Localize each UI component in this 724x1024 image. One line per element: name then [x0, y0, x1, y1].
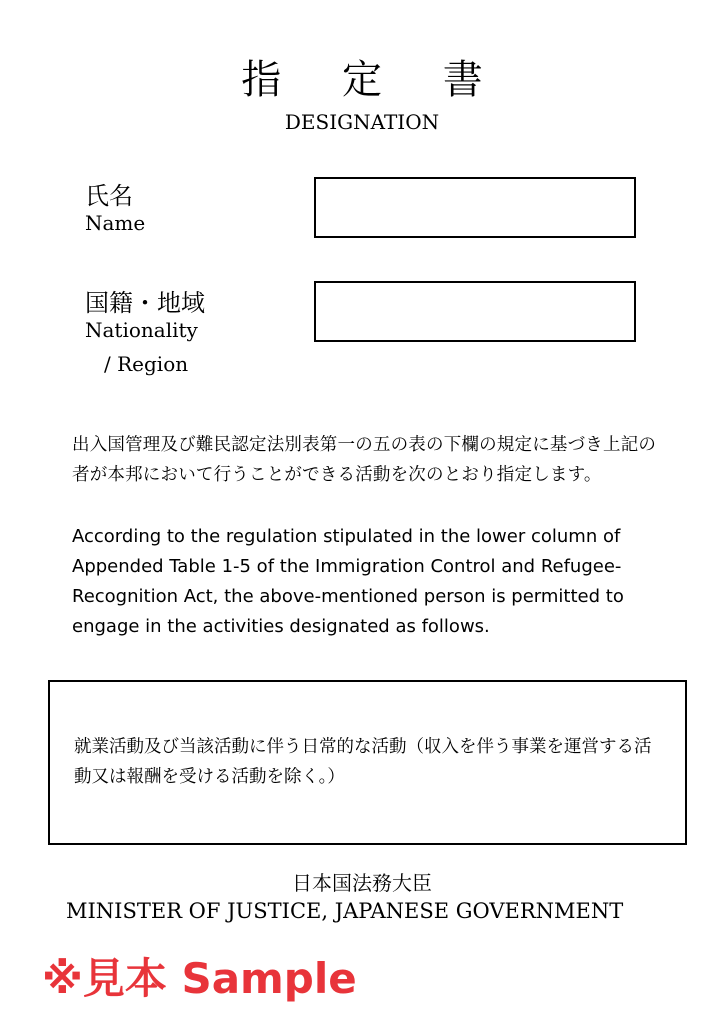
- statement-en: According to the regulation stipulated in the lower column of Appended Table 1-5 of the Immigration Control and Refugee-Recognition Act, the above-mentioned person is permitted to engage in the activities designated as follows.: [72, 526, 624, 637]
- name-label-en: Name: [85, 211, 146, 235]
- document-subtitle: DESIGNATION: [284, 110, 440, 134]
- nationality-label-en-line2: / Region: [104, 352, 189, 376]
- issuer-en: MINISTER OF JUSTICE, JAPANESE GOVERNMENT: [66, 899, 624, 923]
- statement-ja: 出入国管理及び難民認定法別表第一の五の表の下欄の規定に基づき上記の者が本邦において行うことができる活動を次のとおり指定します。: [72, 435, 657, 485]
- name-field: [314, 177, 636, 238]
- nationality-label-en-line1: Nationality: [85, 318, 198, 342]
- nationality-field: [314, 281, 636, 342]
- name-label-ja: 氏名: [85, 182, 133, 210]
- nationality-label-ja: 国籍・地域: [85, 289, 205, 317]
- activity-box: [48, 680, 687, 845]
- issuer-ja: 日本国法務大臣: [292, 871, 432, 895]
- document-title: 指 定 書: [241, 57, 507, 103]
- sample-watermark: ※見本 Sample: [42, 954, 357, 1003]
- activity-text: 就業活動及び当該活動に伴う日常的な活動（収入を伴う事業を運営する活動又は報酬を受ける活動を除く。）: [74, 737, 652, 787]
